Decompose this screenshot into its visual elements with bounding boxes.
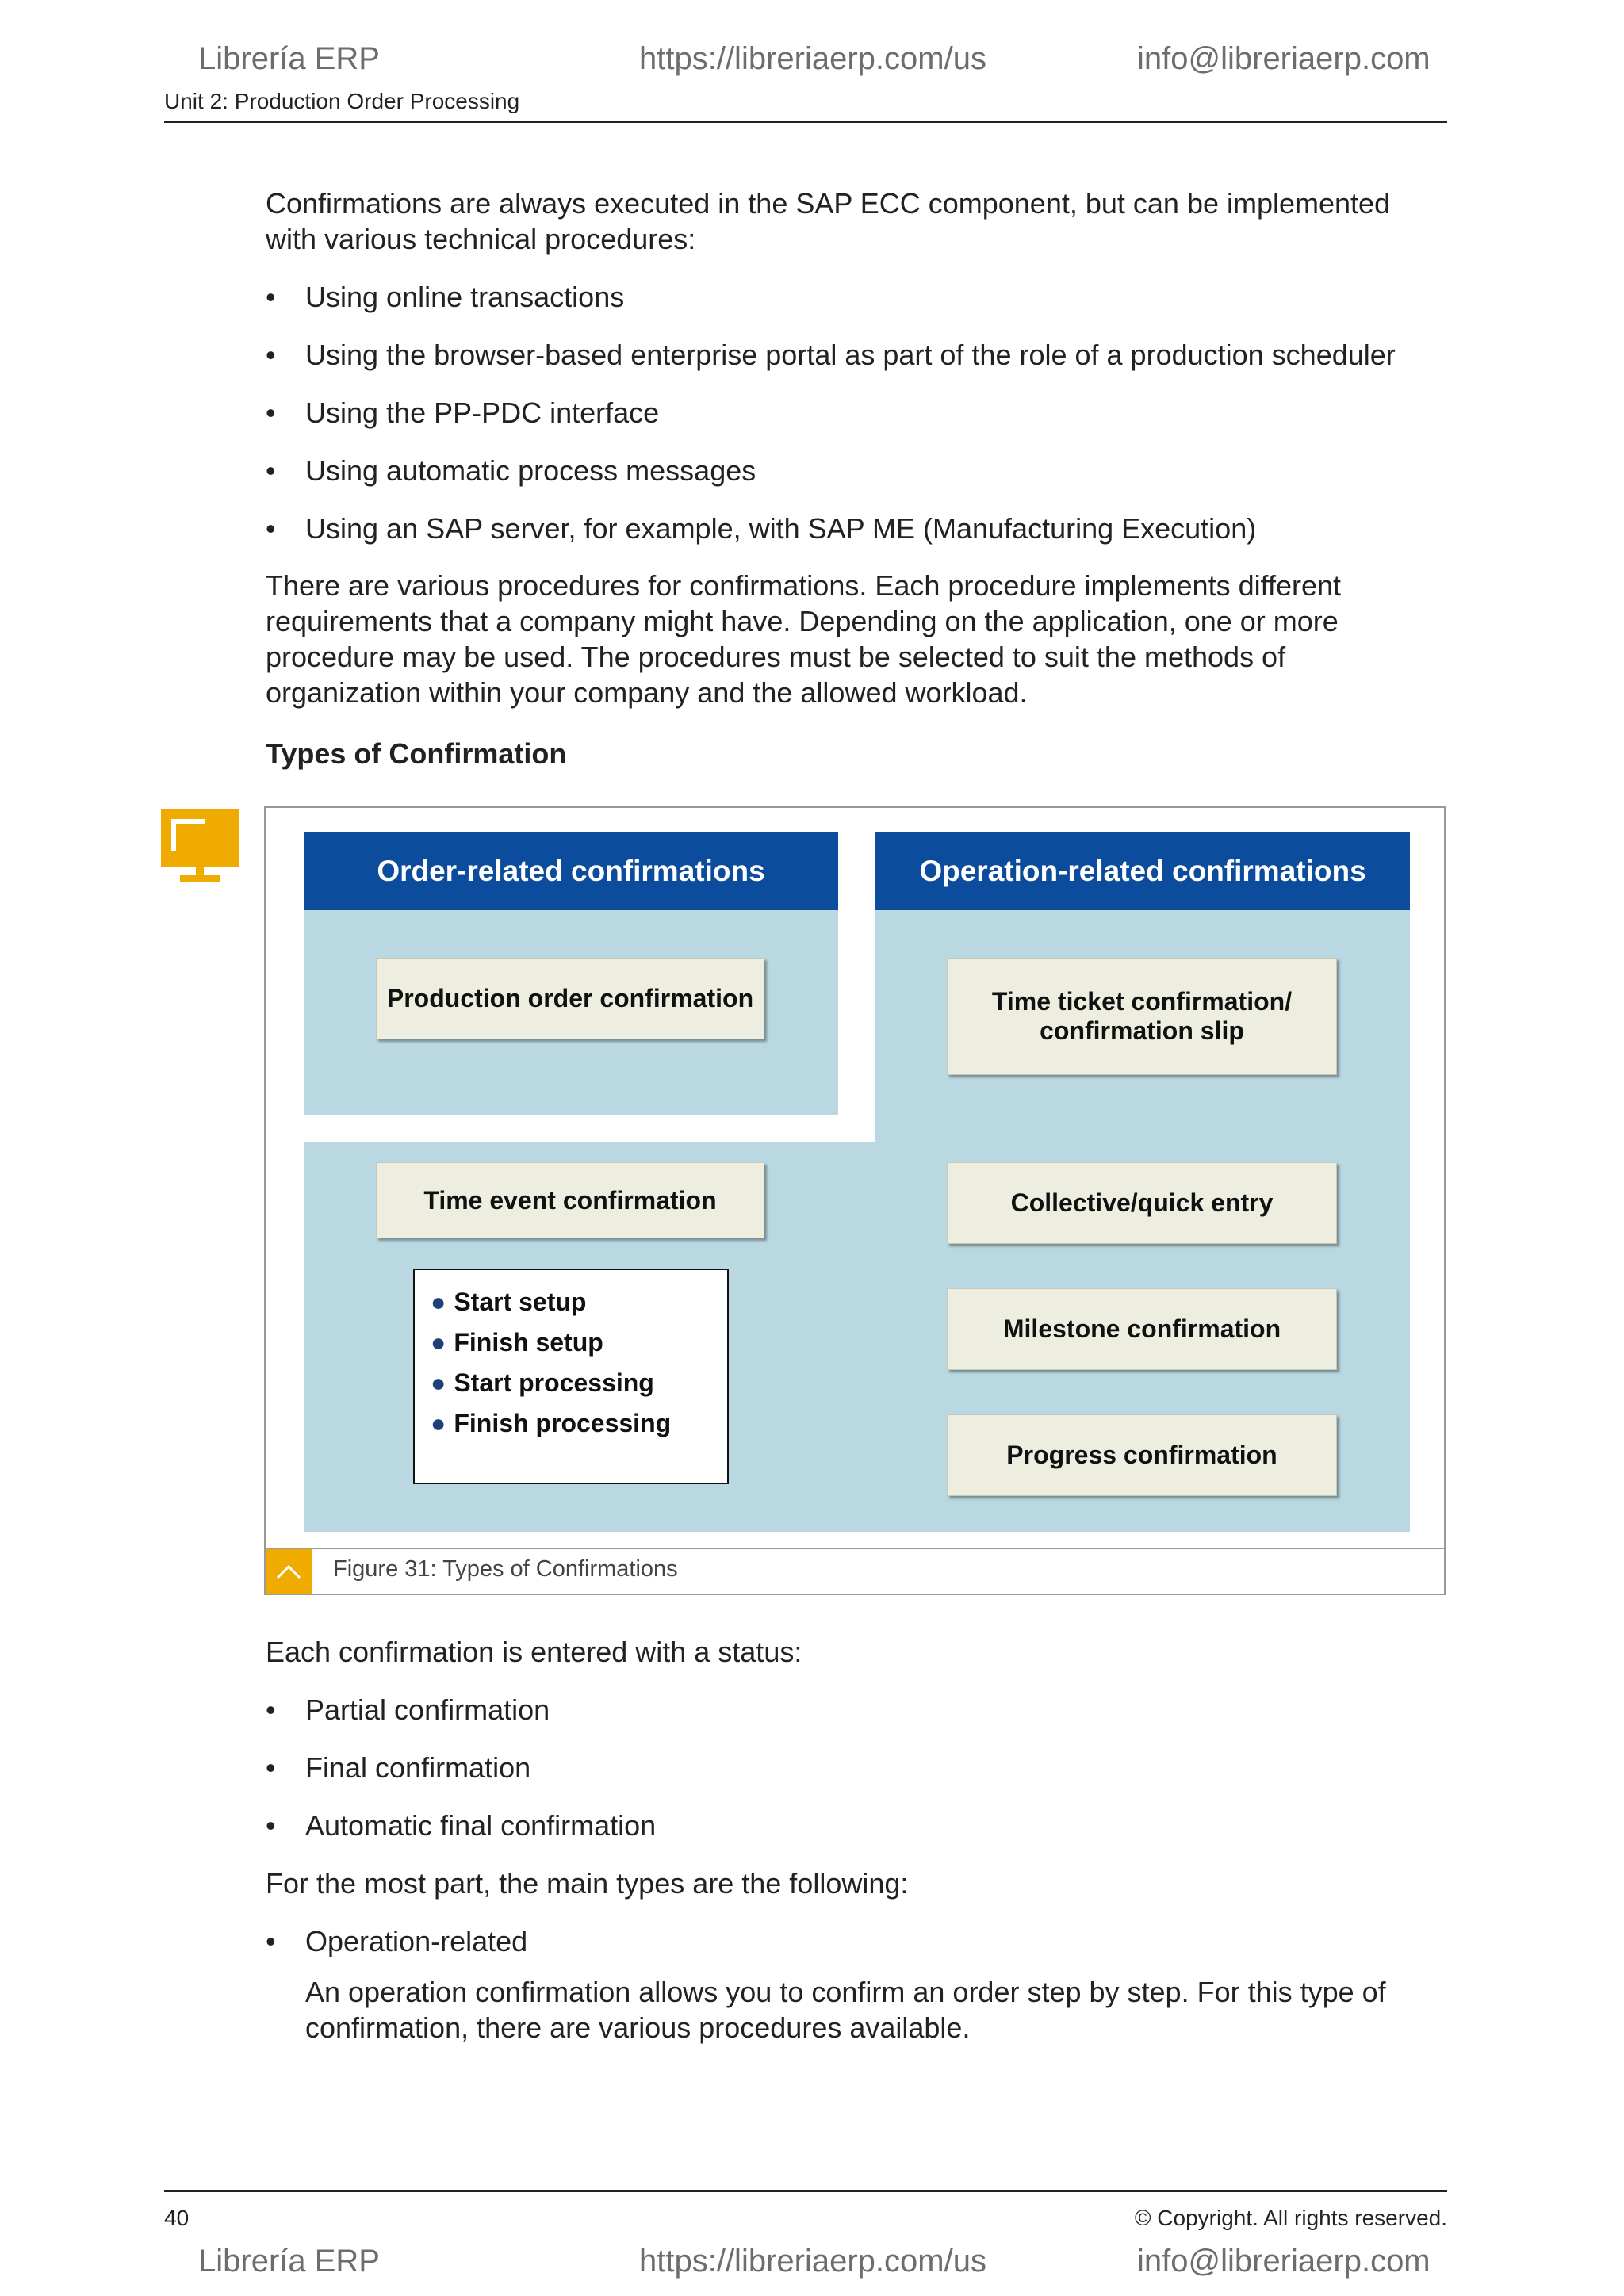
main-types-intro: For the most part, the main types are the following: bbox=[266, 1867, 909, 1900]
list-item-text: Using online transactions bbox=[305, 281, 625, 313]
page-number: 40 bbox=[164, 2206, 190, 2230]
production-order-confirmation-box: Production order confirmation bbox=[376, 958, 764, 1039]
intro-paragraph: Confirmations are always executed in the SAP ECC component, but can be implemented with various technical procedures: bbox=[266, 187, 1391, 255]
milestone-confirmation-box: Milestone confirmation bbox=[947, 1288, 1337, 1370]
operation-related-description: An operation confirmation allows you to confirm an order step by step. For this type of confirmation, there are various procedures available. bbox=[305, 1976, 1386, 2044]
header-url[interactable]: https://libreriaerp.com/us bbox=[639, 41, 986, 76]
list-item-text: Final confirmation bbox=[305, 1751, 531, 1784]
bullet-icon: • bbox=[266, 1751, 276, 1784]
header-rule bbox=[164, 121, 1447, 123]
bullet-icon: ● bbox=[431, 1368, 446, 1397]
event-item: ● Finish setup bbox=[431, 1328, 603, 1357]
event-item: ● Start setup bbox=[431, 1288, 587, 1316]
time-event-confirmation-box: Time event confirmation bbox=[376, 1162, 764, 1238]
bullet-icon: • bbox=[266, 512, 276, 545]
status-intro: Each confirmation is entered with a status: bbox=[266, 1636, 802, 1668]
bullet-icon: • bbox=[266, 1809, 276, 1842]
time-events-list bbox=[413, 1269, 729, 1484]
list-item-text: Operation-related bbox=[305, 1925, 528, 1957]
bullet-icon: ● bbox=[431, 1288, 446, 1316]
section-heading: Types of Confirmation bbox=[266, 737, 567, 770]
list-item-text: Using the browser-based enterprise portal as part of the role of a production scheduler bbox=[305, 339, 1396, 371]
order-related-header: Order-related confirmations bbox=[304, 832, 838, 910]
footer-url[interactable]: https://libreriaerp.com/us bbox=[639, 2244, 986, 2279]
bullet-icon: ● bbox=[431, 1328, 446, 1357]
bullet-icon: • bbox=[266, 339, 276, 371]
collective-entry-box: Collective/quick entry bbox=[947, 1162, 1337, 1244]
time-ticket-confirmation-box: Time ticket confirmation/ confirmation slip bbox=[947, 958, 1337, 1075]
list-item-text: Using automatic process messages bbox=[305, 454, 756, 487]
presentation-icon bbox=[161, 809, 239, 885]
event-item: ● Start processing bbox=[431, 1368, 654, 1397]
operation-related-header: Operation-related confirmations bbox=[875, 832, 1410, 910]
unit-title: Unit 2: Production Order Processing bbox=[164, 89, 520, 113]
procedures-paragraph: There are various procedures for confirmations. Each procedure implements different requirements that a company might have. Depending on the application, one or more procedure may be used. The procedures must be selected to suit the methods of organization within your company and the allowed workload. bbox=[266, 569, 1341, 709]
event-item: ● Finish processing bbox=[431, 1409, 672, 1437]
chevron-up-icon bbox=[266, 1549, 312, 1594]
bullet-icon: • bbox=[266, 396, 276, 429]
copyright: © Copyright. All rights reserved. bbox=[1134, 2206, 1447, 2230]
bullet-icon: • bbox=[266, 1693, 276, 1726]
list-item-text: Partial confirmation bbox=[305, 1693, 550, 1726]
bullet-icon: ● bbox=[431, 1409, 446, 1437]
footer-brand: Librería ERP bbox=[198, 2244, 380, 2279]
caption-toggle-button[interactable] bbox=[266, 1549, 312, 1594]
header-email[interactable]: info@libreriaerp.com bbox=[1137, 41, 1431, 76]
bullet-icon: • bbox=[266, 281, 276, 313]
figure-caption: Figure 31: Types of Confirmations bbox=[333, 1556, 678, 1582]
bullet-icon: • bbox=[266, 454, 276, 487]
header-brand: Librería ERP bbox=[198, 41, 380, 76]
bullet-icon: • bbox=[266, 1925, 276, 1957]
footer-email[interactable]: info@libreriaerp.com bbox=[1137, 2244, 1431, 2279]
list-item-text: Automatic final confirmation bbox=[305, 1809, 657, 1842]
list-item-text: Using an SAP server, for example, with SAP ME (Manufacturing Execution) bbox=[305, 512, 1257, 545]
progress-confirmation-box: Progress confirmation bbox=[947, 1414, 1337, 1496]
list-item-text: Using the PP-PDC interface bbox=[305, 396, 660, 429]
footer-rule bbox=[164, 2190, 1447, 2192]
